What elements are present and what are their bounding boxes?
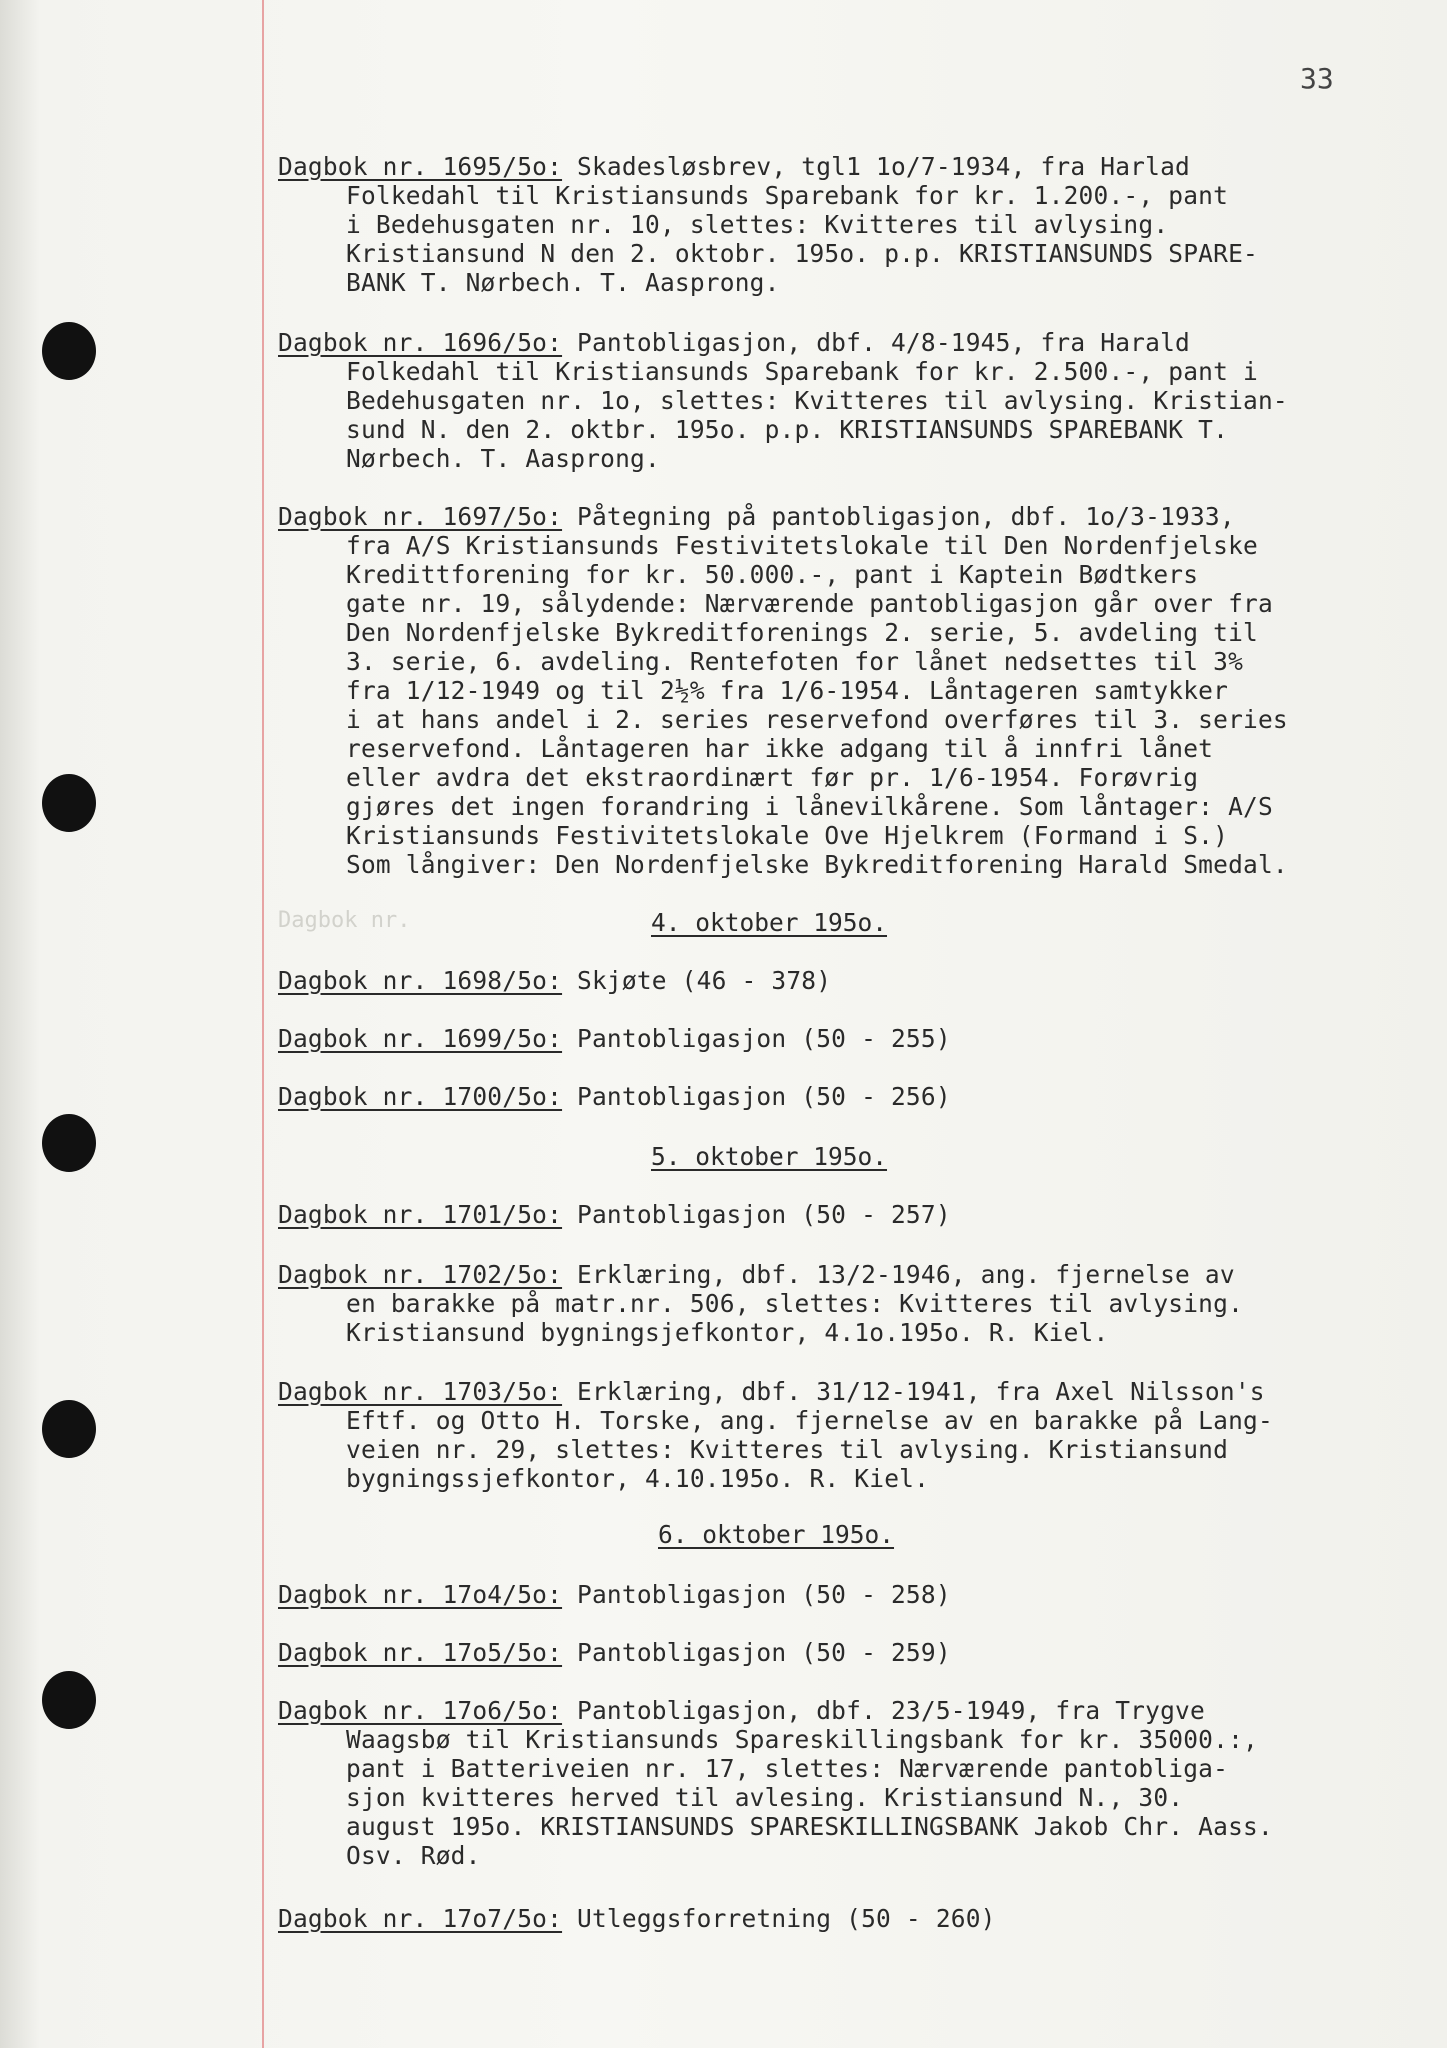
date-heading: 4. oktober 195o. <box>651 908 888 937</box>
entry-line: Kristiansunds Festivitetslokale Ove Hjelkrem (Formand i S.) <box>346 821 1229 850</box>
entry-line: eller avdra det ekstraordinært før pr. 1/6-1954. Forøvrig <box>346 763 1199 792</box>
entry-line: Pantobligasjon, dbf. 4/8-1945, fra Harald <box>577 328 1190 357</box>
entry-line: Eftf. og Otto H. Torske, ang. fjernelse av en barakke på Lang- <box>346 1406 1273 1435</box>
entry-ref: Dagbok nr. 1697/5o: <box>278 502 563 531</box>
entry-ref: Dagbok nr. 17o4/5o: <box>278 1580 563 1609</box>
entry-line: Som långiver: Den Nordenfjelske Bykreditforening Harald Smedal. <box>346 850 1288 879</box>
entry-line: sjon kvitteres herved til avlesing. Kristiansund N., 30. <box>346 1783 1184 1812</box>
entry-line: Pantobligasjon (50 - 258) <box>577 1580 951 1609</box>
entry-1701 <box>278 1200 1428 1229</box>
entry-ref: Dagbok nr. 1699/5o: <box>278 1024 563 1053</box>
entry-ref: Dagbok nr. 1695/5o: <box>278 152 563 181</box>
entry-1700 <box>278 1082 1428 1111</box>
entry-line: Skadesløsbrev, tgl1 1o/7-1934, fra Harlad <box>577 152 1190 181</box>
entry-1697 <box>278 502 1428 879</box>
entry-line: i at hans andel i 2. series reservefond overføres til 3. series <box>346 705 1288 734</box>
entry-line: Den Nordenfjelske Bykreditforenings 2. serie, 5. avdeling til <box>346 618 1258 647</box>
entry-ref: Dagbok nr. 17o6/5o: <box>278 1696 563 1725</box>
entry-line: Kristiansund N den 2. oktobr. 195o. p.p. KRISTIANSUNDS SPARE- <box>346 239 1258 268</box>
entry-ref: Dagbok nr. 1702/5o: <box>278 1260 563 1289</box>
entry-line: bygningssjefkontor, 4.10.195o. R. Kiel. <box>346 1464 930 1493</box>
entry-line: Påtegning på pantobligasjon, dbf. 1o/3-1933, <box>577 502 1235 531</box>
punch-hole-icon <box>42 774 96 832</box>
entry-1698 <box>278 966 1428 995</box>
entry-line: en barakke på matr.nr. 506, slettes: Kvitteres til avlysing. <box>346 1289 1244 1318</box>
entry-line: Skjøte (46 - 378) <box>577 966 832 995</box>
entry-line: veien nr. 29, slettes: Kvitteres til avlysing. Kristiansund <box>346 1435 1229 1464</box>
entry-line: Erklæring, dbf. 31/12-1941, fra Axel Nilsson's <box>577 1377 1265 1406</box>
faint-text: Dagbok nr. <box>278 908 411 933</box>
entry-ref: Dagbok nr. 1703/5o: <box>278 1377 563 1406</box>
entry-line: Kristiansund bygningsjefkontor, 4.1o.195o. R. Kiel. <box>346 1318 1109 1347</box>
entry-line: fra 1/12-1949 og til 2½% fra 1/6-1954. Låntageren samtykker <box>346 676 1229 705</box>
entry-line: Pantobligasjon (50 - 259) <box>577 1638 951 1667</box>
entry-1703 <box>278 1377 1428 1493</box>
entry-line: BANK T. Nørbech. T. Aasprong. <box>346 268 780 297</box>
entry-line: Pantobligasjon (50 - 257) <box>577 1200 951 1229</box>
entry-line: Pantobligasjon (50 - 256) <box>577 1082 951 1111</box>
entry-line: Pantobligasjon (50 - 255) <box>577 1024 951 1053</box>
entry-line: august 195o. KRISTIANSUNDS SPARESKILLINGSBANK Jakob Chr. Aass. <box>346 1812 1273 1841</box>
margin-line <box>262 0 264 2048</box>
entry-line: Folkedahl til Kristiansunds Sparebank for kr. 2.500.-, pant i <box>346 357 1258 386</box>
entry-1705 <box>278 1638 1428 1667</box>
entry-1704 <box>278 1580 1428 1609</box>
entry-1706 <box>278 1696 1428 1870</box>
entry-line: Osv. Rød. <box>346 1841 481 1870</box>
entry-line: pant i Batteriveien nr. 17, slettes: Nærværende pantobliga- <box>346 1754 1229 1783</box>
entry-ref: Dagbok nr. 1700/5o: <box>278 1082 563 1111</box>
entry-1702 <box>278 1260 1428 1347</box>
punch-hole-icon <box>42 1671 96 1729</box>
entry-1695 <box>278 152 1428 297</box>
entry-line: Utleggsforretning (50 - 260) <box>577 1904 996 1933</box>
entry-line: gate nr. 19, sålydende: Nærværende pantobligasjon går over fra <box>346 589 1273 618</box>
entry-line: Nørbech. T. Aasprong. <box>346 444 660 473</box>
entry-line: Kredittforening for kr. 50.000.-, pant i Kaptein Bødtkers <box>346 560 1199 589</box>
page-number: 33 <box>1300 62 1334 95</box>
entry-line: reservefond. Låntageren har ikke adgang til å innfri lånet <box>346 734 1214 763</box>
entry-1707 <box>278 1904 1428 1933</box>
entry-line: Erklæring, dbf. 13/2-1946, ang. fjernelse av <box>577 1260 1235 1289</box>
entry-line: Bedehusgaten nr. 1o, slettes: Kvitteres til avlysing. Kristian- <box>346 386 1288 415</box>
entry-line: fra A/S Kristiansunds Festivitetslokale til Den Nordenfjelske <box>346 531 1258 560</box>
date-heading: 6. oktober 195o. <box>658 1520 895 1549</box>
entry-ref: Dagbok nr. 17o7/5o: <box>278 1904 563 1933</box>
entry-line: sund N. den 2. oktbr. 195o. p.p. KRISTIANSUNDS SPAREBANK T. <box>346 415 1229 444</box>
entry-line: 3. serie, 6. avdeling. Rentefoten for lånet nedsettes til 3% <box>346 647 1244 676</box>
punch-hole-icon <box>42 1400 96 1458</box>
entry-ref: Dagbok nr. 17o5/5o: <box>278 1638 563 1667</box>
punch-hole-icon <box>42 322 96 380</box>
entry-1696 <box>278 328 1428 473</box>
entry-line: Waagsbø til Kristiansunds Spareskillingsbank for kr. 35000.:, <box>346 1725 1258 1754</box>
date-heading: 5. oktober 195o. <box>651 1142 888 1171</box>
entry-ref: Dagbok nr. 1698/5o: <box>278 966 563 995</box>
entry-line: i Bedehusgaten nr. 10, slettes: Kvitteres til avlysing. <box>346 210 1169 239</box>
entry-line: Pantobligasjon, dbf. 23/5-1949, fra Trygve <box>577 1696 1205 1725</box>
entry-line: Folkedahl til Kristiansunds Sparebank for kr. 1.200.-, pant <box>346 181 1229 210</box>
entry-line: gjøres det ingen forandring i lånevilkårene. Som låntager: A/S <box>346 792 1273 821</box>
entry-1699 <box>278 1024 1428 1053</box>
punch-hole-icon <box>42 1114 96 1172</box>
entry-ref: Dagbok nr. 1701/5o: <box>278 1200 563 1229</box>
entry-ref: Dagbok nr. 1696/5o: <box>278 328 563 357</box>
